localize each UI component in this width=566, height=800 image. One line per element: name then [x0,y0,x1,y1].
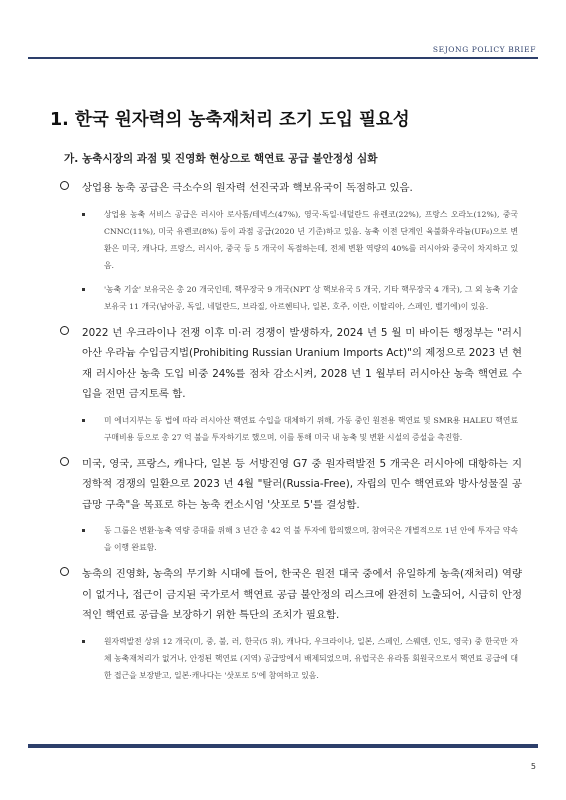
page-number: 5 [530,762,536,771]
footer-rule [28,744,538,748]
sub-bullet-text: 미 에너지부는 동 법에 따라 러시아산 핵연료 수입을 대체하기 위해, 가동 중인 원전용 핵연료 및 SMR용 HALEU 핵연료 구매비용 등으로 총 27 억 불을 투자하기로 했으며, 이를 통해 미국 내 농축 및 변환 시설의 증설을 촉진함. [104,415,518,442]
sub-bullet-item [52,206,522,274]
sub-bullet-text: 상업용 농축 서비스 공급은 러시아 로사톰/테넥스(47%), 영국·독일·네덜란드 유렌코(22%), 프랑스 오라노(12%), 중국 CNNC(11%), 미국 유렌코(8%) 등이 과점 공급(2020 년 기준)하고 있음. 농축 이전 단계인 육불화우라늄(UF₆)으로 변환은 미국, 캐나다, 프랑스, 러시아, 중국 등 5 개국이 독점하는데, 전체 변환 역량의 40%를 러시아와 중국이 차지하고 있음. [104,209,518,270]
main-bullet-text: 2022 년 우크라이나 전쟁 이후 미·러 경쟁이 발생하자, 2024 년 5 월 미 바이든 행정부는 "러시아산 우라늄 수입금지법(Prohibiting Russian Uranium Imports Act)"의 제정으로 2023 년 현재 러시아산 농축 도입 비중 24%를 점차 감소시켜, 2028 년 1 월부터 러시아산 농축 핵연료 수입을 전면 금지토록 함. [82,326,522,400]
main-bullet-item [52,178,522,199]
content-body [52,178,522,684]
brand-header: SEJONG POLICY BRIEF [432,45,536,54]
circle-bullet-icon [60,326,69,335]
sub-bullet-item [52,633,522,684]
circle-bullet-icon [60,181,69,190]
section-title: 1. 한국 원자력의 농축재처리 조기 도입 필요성 [50,110,410,130]
main-bullet-text: 미국, 영국, 프랑스, 캐나다, 일본 등 서방진영 G7 중 원자력발전 5 개국은 러시아에 대항하는 지정학적 경쟁의 일환으로 2023 년 4월 "탈러(Russia-Free), 자립의 민수 핵연료와 방사성물질 공급망 구축"을 목표로 하는 농축 컨소시엄 '삿포로 5'를 결성함. [82,457,522,511]
circle-bullet-icon [60,567,69,576]
sub-bullet-text: 동 그룹은 변환·농축 역량 증대를 위해 3 년간 총 42 억 불 투자에 합의했으며, 참여국은 개별적으로 1년 안에 투자금 약속을 이행 완료함. [104,526,518,552]
sub-bullet-item [52,281,522,315]
square-bullet-icon [82,213,85,216]
sub-bullet-item [52,412,522,446]
subsection-heading: 가. 농축시장의 과점 및 진영화 현상으로 핵연료 공급 불안정성 심화 [64,153,378,165]
square-bullet-icon [82,288,85,291]
main-bullet-item [52,323,522,405]
main-bullet-text: 상업용 농축 공급은 극소수의 원자력 선진국과 핵보유국이 독점하고 있음. [82,182,413,194]
sub-bullet-text: '농축 기술' 보유국은 총 20 개국인데, 핵무장국 9 개국(NPT 상 핵보유국 5 개국, 기타 핵무장국 4 개국), 그 외 농축 기술 보유국 11 개국(남아공, 독일, 네덜란드, 브라질, 아르헨티나, 일본, 호주, 이란, 이탈리아, 스페인, 벨기에)이 있음. [104,284,518,311]
main-bullet-text: 농축의 진영화, 농축의 무기화 시대에 들어, 한국은 원전 대국 중에서 유일하게 농축(재처리) 역량이 없거나, 접근이 금지된 국가로서 핵연료 공급 불안정의 리스크에 완전히 노출되어, 시급히 안정적인 핵연료 공급을 보장하기 위한 특단의 조치가 필요함. [82,568,522,621]
square-bullet-icon [82,640,85,643]
main-bullet-item [52,564,522,626]
main-bullet-item [52,454,522,516]
header-rule [28,57,538,59]
square-bullet-icon [82,419,85,422]
sub-bullet-text: 원자력발전 상위 12 개국(미, 중, 불, 러, 한국(5 위), 캐나다, 우크라이나, 일본, 스페인, 스웨덴, 인도, 영국) 중 한국만 자체 농축재처리가 없거나, 안정된 핵연료 (지역) 공급망에서 배제되었으며, 유럽국은 유라톰 회원국으로서 핵연료 공급에 대한 접근을 보장받고, 일본·캐나다는 '삿포로 5'에 참여하고 있음. [104,636,518,680]
sub-bullet-item [52,522,522,556]
square-bullet-icon [82,529,85,532]
circle-bullet-icon [60,457,69,466]
